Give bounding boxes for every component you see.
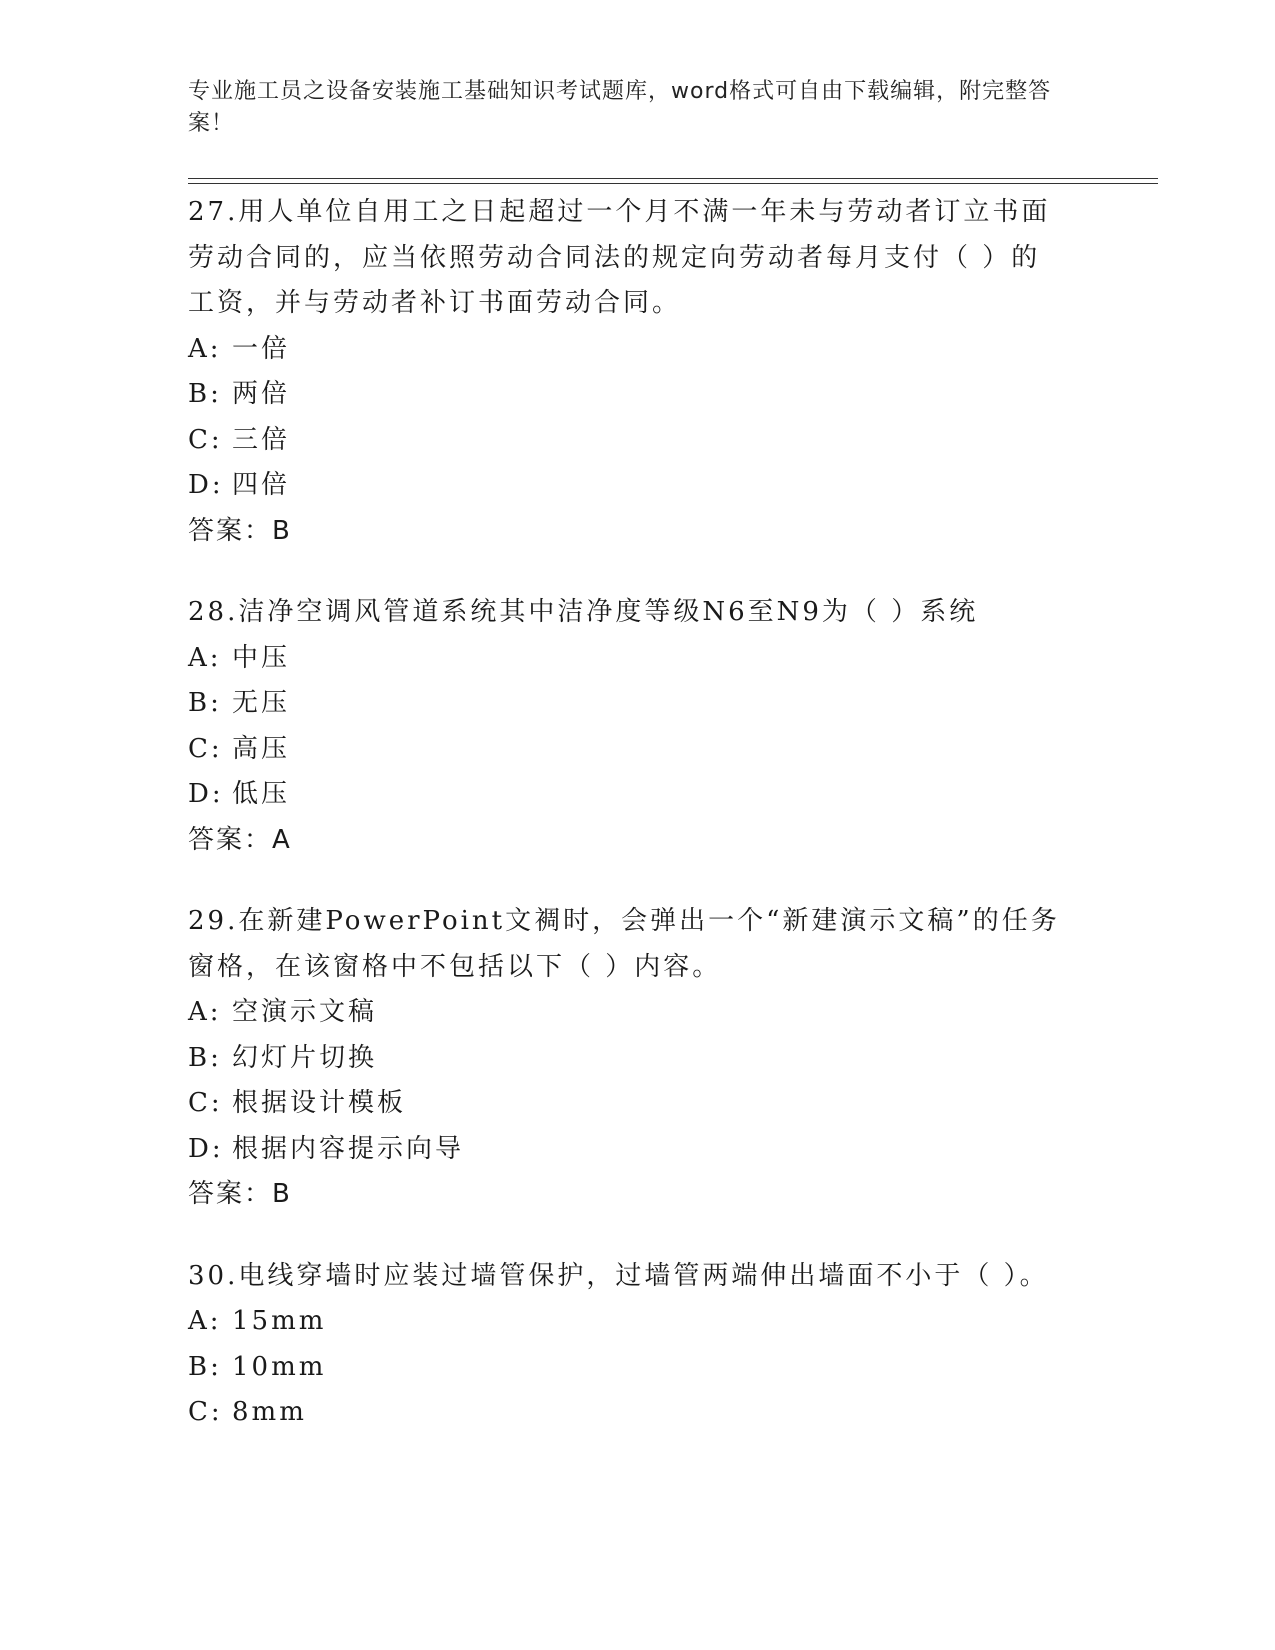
option-text: 10mm	[232, 1351, 327, 1382]
option-text: 四倍	[232, 470, 291, 500]
question-option	[188, 636, 1158, 682]
question-option	[188, 681, 1158, 727]
question-option	[188, 418, 1158, 464]
question-answer: 答案：B	[188, 1179, 292, 1209]
question-option	[188, 727, 1158, 773]
option-letter: C:	[188, 733, 223, 764]
question-stem: 30.电线穿墙时应装过墙管保护，过墙管两端伸出墙面不小于（ ）。	[188, 1260, 1049, 1291]
question-item	[188, 899, 1158, 1218]
option-letter: B:	[188, 1351, 222, 1382]
question-stem: 29.在新建PowerPoint文裯时，会弹出一个“新建演示文稿”的任务窗格，在该窗格中不包括以下（ ）内容。	[188, 906, 1060, 982]
question-option	[188, 463, 1158, 509]
option-letter: D:	[188, 779, 224, 809]
option-text: 一倍	[232, 333, 291, 364]
question-stem: 27.用人单位自用工之日起超过一个月不满一年未与劳动者订立书面劳动合同的，应当依照劳动合同法的规定向劳动者每月支付（ ）的工资，并与劳动者补订书面劳动合同。	[188, 197, 1051, 318]
question-option	[188, 1036, 1158, 1082]
document-header: 专业施工员之设备安装施工基础知识考试题库，word格式可自由下载编辑，附完整答案！	[188, 79, 1052, 136]
question-stem: 28.洁净空调风管道系统其中洁净度等级N6至N9为（ ）系统	[188, 597, 979, 627]
question-option	[188, 1127, 1158, 1173]
option-letter: C:	[188, 1088, 223, 1118]
option-letter: C:	[188, 424, 223, 455]
option-letter: B:	[188, 688, 222, 718]
option-letter: A:	[188, 333, 222, 364]
question-option	[188, 327, 1158, 373]
option-text: 根据设计模板	[232, 1088, 407, 1118]
option-text: 三倍	[232, 424, 291, 455]
question-option	[188, 372, 1158, 418]
header-divider-bottom	[188, 183, 1158, 184]
question-option	[188, 1390, 1158, 1436]
question-answer: 答案：B	[188, 515, 292, 546]
question-answer: 答案：A	[188, 824, 292, 855]
option-letter: A:	[188, 1306, 222, 1336]
option-letter: A:	[188, 997, 222, 1027]
option-text: 无压	[232, 688, 291, 718]
header-divider-top	[188, 178, 1158, 179]
question-option	[188, 990, 1158, 1036]
question-list	[188, 190, 1158, 1472]
option-text: 低压	[232, 779, 291, 809]
option-text: 8mm	[232, 1397, 307, 1427]
option-letter: D:	[188, 470, 224, 500]
question-item	[188, 190, 1158, 554]
option-letter: B:	[188, 379, 222, 409]
option-text: 幻灯片切换	[232, 1042, 378, 1073]
question-option	[188, 1345, 1158, 1391]
question-option	[188, 1299, 1158, 1345]
option-text: 中压	[232, 642, 291, 673]
option-letter: D:	[188, 1133, 224, 1164]
option-text: 空演示文稿	[232, 997, 378, 1027]
question-option	[188, 772, 1158, 818]
option-text: 根据内容提示向导	[232, 1133, 465, 1164]
option-letter: C:	[188, 1397, 223, 1427]
option-letter: A:	[188, 642, 222, 673]
option-letter: B:	[188, 1042, 222, 1073]
question-option	[188, 1081, 1158, 1127]
question-item	[188, 590, 1158, 863]
option-text: 高压	[232, 733, 291, 764]
option-text: 15mm	[232, 1306, 327, 1336]
option-text: 两倍	[232, 379, 291, 409]
question-item	[188, 1254, 1158, 1436]
